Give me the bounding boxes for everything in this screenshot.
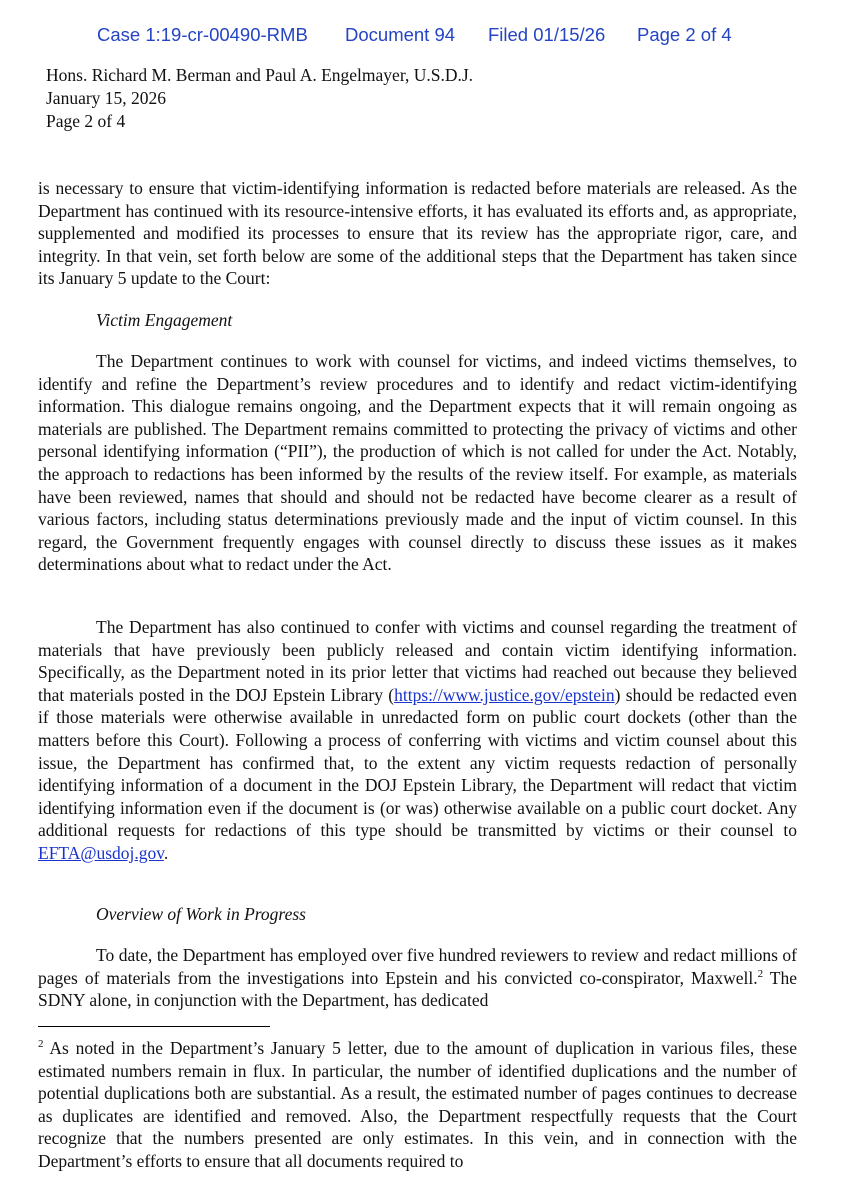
work-in-progress-heading: Overview of Work in Progress (96, 904, 306, 924)
intro-paragraph-block (38, 177, 797, 290)
ecf-header (0, 0, 843, 68)
work-text-end: The SDNY alone, in conjunction with the Department, has dedicated (38, 967, 797, 1011)
footnote-reference: 2 (757, 967, 764, 980)
work-in-progress-paragraph-block (38, 944, 797, 1012)
letter-page: Page 2 of 4 (46, 111, 126, 131)
work-in-progress-paragraph (38, 944, 797, 1012)
work-text-start: To date, the Department has employed over five hundred reviewers to review and redact millions of pages of materials from the investigations into Epstein and his convicted co-conspirator, Maxwell. (38, 945, 797, 988)
confer-text-middle: ) should be redacted even if those materials were otherwise available in unredacted form on public court dockets (other than the matters before this Court). Following a process of conferring with victims and victim counsel about this issue, the Department has confirmed that, to the extent any victim requests redaction of personally identifying information of a document in the DOJ Epstein Library, the Department will redact that victim identifying information even if the document is (or was) otherwise available on a public court docket. Any additional requests for redactions of this type should be transmitted by victims or their counsel to (38, 684, 797, 841)
ecf-page-number: Page 2 of 4 (637, 24, 732, 45)
confer-paragraph-block (38, 616, 797, 865)
footnote (38, 1037, 797, 1173)
ecf-case-number: Case 1:19-cr-00490-RMB (97, 24, 308, 45)
victim-engagement-paragraph-block (38, 350, 797, 576)
efta-email-link[interactable]: EFTA@usdoj.gov (38, 842, 164, 863)
victim-engagement-heading: Victim Engagement (96, 310, 233, 330)
footnote-text: As noted in the Department’s January 5 letter, due to the amount of duplication in various files, these estimated numbers remain in flux. In particular, the number of identified duplications and the number of potential duplications both are substantial. As a result, the estimated number of pages continues to decrease as duplicates are identified and removed. Also, the Department respectfully requests that the Court recognize that the numbers presented are only estimates. In this vein, and in connection with the Department’s efforts to ensure that all documents required to (38, 1038, 797, 1171)
addressee: Hons. Richard M. Berman and Paul A. Engelmayer, U.S.D.J. (46, 65, 474, 85)
doj-epstein-library-link[interactable]: https://www.justice.gov/epstein (394, 684, 615, 705)
confer-text-start: The Department has also continued to confer with victims and counsel regarding the treatment of materials that have previously been publicly released and contain victim identifying information. Specifically, as the Department noted in its prior letter that victims had reached out because they believed that materials posted in the DOJ Epstein Library ( (38, 617, 797, 705)
confer-paragraph (38, 616, 797, 865)
letter-header (46, 64, 473, 133)
ecf-document-number: Document 94 (345, 24, 456, 45)
letter-date: January 15, 2026 (46, 88, 167, 108)
victim-engagement-paragraph: The Department continues to work with counsel for victims, and indeed victims themselves, to identify and refine the Department’s review procedures and to identify and redact victim-identifying information. This dialogue remains ongoing, and the Department expects that it will remain ongoing as materials are published. The Department remains committed to protecting the privacy of victims and other personal identifying information (“PII”), the production of which is not called for under the Act. Notably, the approach to redactions has been informed by the results of the review itself. For example, as materials have been reviewed, names that should and should not be redacted have become clearer as a result of various factors, including status determinations previously made and the input of victim counsel. In this regard, the Government frequently engages with counsel directly to discuss these issues as it makes determinations about what to redact under the Act. (38, 351, 797, 575)
footnote-divider (38, 1026, 270, 1027)
intro-paragraph: is necessary to ensure that victim-identifying information is redacted before materials are released. As the Department has continued with its resource-intensive efforts, it has evaluated its efforts and, as appropriate, supplemented and modified its processes to ensure that its review has the appropriate rigor, care, and integrity. In that vein, set forth below are some of the additional steps that the Department has taken since its January 5 update to the Court: (38, 178, 797, 289)
footnote-number: 2 (38, 1038, 44, 1051)
confer-text-end: . (163, 842, 169, 863)
ecf-filed-date: Filed 01/15/26 (488, 24, 606, 45)
